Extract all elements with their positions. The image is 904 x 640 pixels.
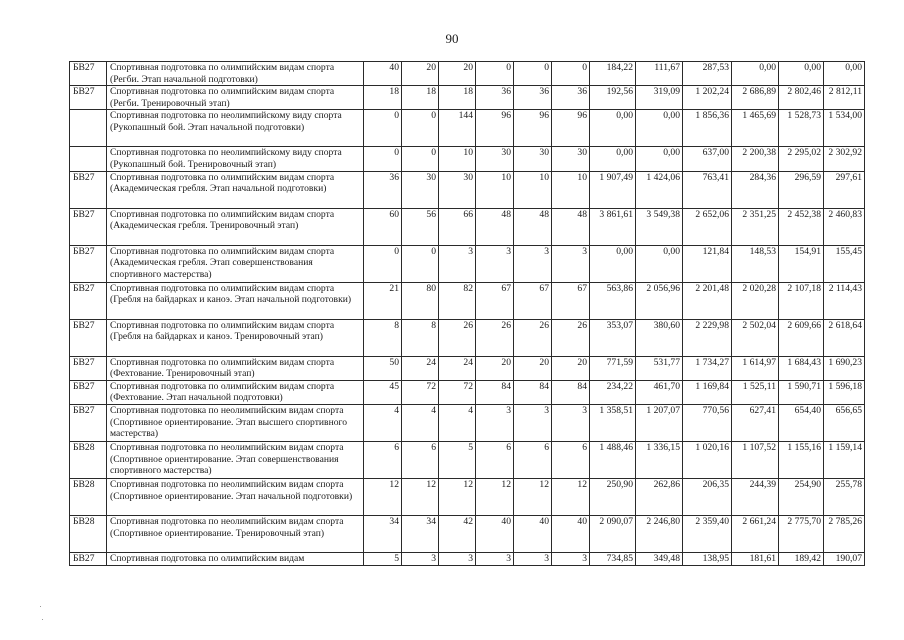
cost-cell: 3 861,61: [590, 208, 636, 245]
volume-cell: 5: [364, 552, 402, 565]
cost-cell: 1 358,51: [590, 404, 636, 441]
volume-cell: 12: [439, 478, 476, 515]
cost-cell: 121,84: [683, 245, 732, 282]
volume-cell: 4: [439, 404, 476, 441]
service-code-cell: БВ27: [70, 356, 107, 380]
cost-cell: 770,56: [683, 404, 732, 441]
table-row: [70, 380, 865, 404]
cost-cell: 2 246,80: [636, 515, 683, 552]
volume-cell: 26: [439, 319, 476, 356]
volume-cell: 84: [476, 380, 514, 404]
cost-cell: 2 812,11: [824, 86, 865, 110]
volume-cell: 82: [439, 282, 476, 319]
cost-cell: 155,45: [824, 245, 865, 282]
cost-cell: 0,00: [590, 147, 636, 171]
volume-cell: 20: [402, 62, 439, 86]
cost-cell: 1 169,84: [683, 380, 732, 404]
cost-cell: 234,22: [590, 380, 636, 404]
volume-cell: 3: [552, 552, 590, 565]
volume-cell: 18: [402, 86, 439, 110]
volume-cell: 3: [476, 552, 514, 565]
volume-cell: 3: [552, 245, 590, 282]
volume-cell: 3: [476, 404, 514, 441]
volume-cell: 0: [402, 110, 439, 147]
volume-cell: 3: [514, 404, 552, 441]
volume-cell: 6: [402, 441, 439, 478]
volume-cell: 48: [552, 208, 590, 245]
cost-cell: 461,70: [636, 380, 683, 404]
volume-cell: 8: [402, 319, 439, 356]
cost-cell: 0,00: [590, 110, 636, 147]
cost-cell: 1 020,16: [683, 441, 732, 478]
volume-cell: 144: [439, 110, 476, 147]
cost-cell: 2 201,48: [683, 282, 732, 319]
cost-cell: 2 775,70: [779, 515, 824, 552]
volume-cell: 60: [364, 208, 402, 245]
service-description-cell: Спортивная подготовка по олимпийским видам спорта (Академическая гребля. Тренировочный этап): [107, 208, 364, 245]
volume-cell: 0: [514, 62, 552, 86]
cost-cell: 255,78: [824, 478, 865, 515]
cost-cell: 1 202,24: [683, 86, 732, 110]
volume-cell: 56: [402, 208, 439, 245]
cost-cell: 138,95: [683, 552, 732, 565]
cost-cell: 2 661,24: [732, 515, 779, 552]
volume-cell: 48: [514, 208, 552, 245]
table-row: [70, 282, 865, 319]
cost-cell: 250,90: [590, 478, 636, 515]
volume-cell: 34: [402, 515, 439, 552]
cost-cell: 2 090,07: [590, 515, 636, 552]
volume-cell: 84: [514, 380, 552, 404]
service-code-cell: БВ27: [70, 62, 107, 86]
service-code-cell: БВ28: [70, 441, 107, 478]
cost-cell: 2 351,25: [732, 208, 779, 245]
page-number: 90: [445, 31, 459, 46]
volume-cell: 0: [402, 245, 439, 282]
volume-cell: 20: [476, 356, 514, 380]
service-code-cell: БВ27: [70, 282, 107, 319]
volume-cell: 40: [364, 62, 402, 86]
cost-cell: 349,48: [636, 552, 683, 565]
volume-cell: 3: [552, 404, 590, 441]
cost-cell: 771,59: [590, 356, 636, 380]
cost-cell: 189,42: [779, 552, 824, 565]
volume-cell: 12: [364, 478, 402, 515]
service-code-cell: БВ27: [70, 552, 107, 565]
volume-cell: 20: [514, 356, 552, 380]
cost-cell: 2 056,96: [636, 282, 683, 319]
cost-cell: 531,77: [636, 356, 683, 380]
volume-cell: 0: [552, 62, 590, 86]
cost-cell: 287,53: [683, 62, 732, 86]
service-description-cell: Спортивная подготовка по олимпийским видам спорта (Гребля на байдарках и каноэ. Этап начальной подготовки): [107, 282, 364, 319]
volume-cell: 26: [514, 319, 552, 356]
volume-cell: 96: [476, 110, 514, 147]
cost-cell: 734,85: [590, 552, 636, 565]
cost-cell: 244,39: [732, 478, 779, 515]
volume-cell: 8: [364, 319, 402, 356]
volume-cell: 4: [402, 404, 439, 441]
scan-speck: [40, 606, 41, 607]
cost-cell: 190,07: [824, 552, 865, 565]
volume-cell: 10: [552, 171, 590, 208]
cost-cell: 2 359,40: [683, 515, 732, 552]
cost-cell: 1 465,69: [732, 110, 779, 147]
volume-cell: 30: [439, 171, 476, 208]
volume-cell: 3: [402, 552, 439, 565]
service-description-cell: Спортивная подготовка по олимпийским видам спорта (Регби. Этап начальной подготовки): [107, 62, 364, 86]
cost-cell: 1 684,43: [779, 356, 824, 380]
cost-cell: 1 528,73: [779, 110, 824, 147]
services-table: [69, 61, 865, 566]
volume-cell: 30: [514, 147, 552, 171]
volume-cell: 42: [439, 515, 476, 552]
table-row: [70, 404, 865, 441]
volume-cell: 40: [552, 515, 590, 552]
volume-cell: 67: [552, 282, 590, 319]
cost-cell: 2 200,38: [732, 147, 779, 171]
cost-cell: 1 534,00: [824, 110, 865, 147]
volume-cell: 18: [364, 86, 402, 110]
cost-cell: 2 785,26: [824, 515, 865, 552]
cost-cell: 0,00: [732, 62, 779, 86]
volume-cell: 84: [552, 380, 590, 404]
cost-cell: 1 488,46: [590, 441, 636, 478]
table-row: [70, 171, 865, 208]
cost-cell: 2 686,89: [732, 86, 779, 110]
volume-cell: 3: [514, 245, 552, 282]
table-row: [70, 441, 865, 478]
volume-cell: 26: [552, 319, 590, 356]
service-code-cell: БВ28: [70, 515, 107, 552]
service-code-cell: БВ27: [70, 86, 107, 110]
service-code-cell: [70, 110, 107, 147]
cost-cell: 206,35: [683, 478, 732, 515]
cost-cell: 2 302,92: [824, 147, 865, 171]
service-description-cell: Спортивная подготовка по олимпийским видам спорта (Фехтование. Тренировочный этап): [107, 356, 364, 380]
table-row: [70, 245, 865, 282]
volume-cell: 30: [476, 147, 514, 171]
volume-cell: 24: [402, 356, 439, 380]
cost-cell: 637,00: [683, 147, 732, 171]
cost-cell: 2 114,43: [824, 282, 865, 319]
service-code-cell: БВ27: [70, 171, 107, 208]
volume-cell: 3: [439, 245, 476, 282]
cost-cell: 0,00: [779, 62, 824, 86]
cost-cell: 656,65: [824, 404, 865, 441]
service-description-cell: Спортивная подготовка по неолимпийским видам спорта (Спортивное ориентирование. Этап начальной подготовки): [107, 478, 364, 515]
service-description-cell: Спортивная подготовка по неолимпийским видам спорта (Спортивное ориентирование. Этап совершенствования спортивного мастерства): [107, 441, 364, 478]
volume-cell: 50: [364, 356, 402, 380]
cost-cell: 284,36: [732, 171, 779, 208]
volume-cell: 6: [476, 441, 514, 478]
volume-cell: 80: [402, 282, 439, 319]
table-row: [70, 62, 865, 86]
volume-cell: 67: [514, 282, 552, 319]
cost-cell: 1 734,27: [683, 356, 732, 380]
volume-cell: 6: [514, 441, 552, 478]
cost-cell: 1 525,11: [732, 380, 779, 404]
volume-cell: 34: [364, 515, 402, 552]
service-description-cell: Спортивная подготовка по неолимпийскому виду спорта (Рукопашный бой. Тренировочный этап): [107, 147, 364, 171]
cost-cell: 1 207,07: [636, 404, 683, 441]
cost-cell: 148,53: [732, 245, 779, 282]
service-description-cell: Спортивная подготовка по неолимпийскому виду спорта (Рукопашный бой. Этап начальной подготовки): [107, 110, 364, 147]
table-body: [70, 62, 865, 566]
cost-cell: 1 614,97: [732, 356, 779, 380]
service-description-cell: Спортивная подготовка по неолимпийским видам спорта (Спортивное ориентирование. Тренировочный этап): [107, 515, 364, 552]
volume-cell: 67: [476, 282, 514, 319]
volume-cell: 0: [402, 147, 439, 171]
volume-cell: 10: [439, 147, 476, 171]
cost-cell: 2 618,64: [824, 319, 865, 356]
scan-speck: [42, 619, 43, 620]
cost-cell: 763,41: [683, 171, 732, 208]
volume-cell: 96: [514, 110, 552, 147]
volume-cell: 18: [439, 86, 476, 110]
cost-cell: 2 652,06: [683, 208, 732, 245]
cost-cell: 2 502,04: [732, 319, 779, 356]
cost-cell: 1 155,16: [779, 441, 824, 478]
cost-cell: 0,00: [636, 245, 683, 282]
volume-cell: 12: [552, 478, 590, 515]
volume-cell: 36: [552, 86, 590, 110]
volume-cell: 36: [514, 86, 552, 110]
cost-cell: 319,09: [636, 86, 683, 110]
cost-cell: 2 107,18: [779, 282, 824, 319]
cost-cell: 2 802,46: [779, 86, 824, 110]
service-code-cell: [70, 147, 107, 171]
cost-cell: 1 856,36: [683, 110, 732, 147]
volume-cell: 20: [439, 62, 476, 86]
volume-cell: 21: [364, 282, 402, 319]
volume-cell: 96: [552, 110, 590, 147]
cost-cell: 2 229,98: [683, 319, 732, 356]
volume-cell: 6: [364, 441, 402, 478]
cost-cell: 184,22: [590, 62, 636, 86]
cost-cell: 353,07: [590, 319, 636, 356]
cost-cell: 654,40: [779, 404, 824, 441]
volume-cell: 24: [439, 356, 476, 380]
volume-cell: 5: [439, 441, 476, 478]
cost-cell: 1 336,15: [636, 441, 683, 478]
table-row: [70, 319, 865, 356]
volume-cell: 6: [552, 441, 590, 478]
cost-cell: 1 590,71: [779, 380, 824, 404]
cost-cell: 2 452,38: [779, 208, 824, 245]
cost-cell: 0,00: [824, 62, 865, 86]
service-description-cell: Спортивная подготовка по олимпийским видам: [107, 552, 364, 565]
service-description-cell: Спортивная подготовка по олимпийским видам спорта (Академическая гребля. Этап начальной подготовки): [107, 171, 364, 208]
volume-cell: 3: [439, 552, 476, 565]
volume-cell: 10: [476, 171, 514, 208]
volume-cell: 12: [476, 478, 514, 515]
table-row: [70, 478, 865, 515]
cost-cell: 2 460,83: [824, 208, 865, 245]
volume-cell: 72: [439, 380, 476, 404]
volume-cell: 45: [364, 380, 402, 404]
service-code-cell: БВ27: [70, 404, 107, 441]
volume-cell: 72: [402, 380, 439, 404]
cost-cell: 627,41: [732, 404, 779, 441]
service-code-cell: БВ27: [70, 380, 107, 404]
volume-cell: 36: [364, 171, 402, 208]
service-description-cell: Спортивная подготовка по неолимпийским видам спорта (Спортивное ориентирование. Этап высшего спортивного мастерства): [107, 404, 364, 441]
cost-cell: 254,90: [779, 478, 824, 515]
cost-cell: 1 159,14: [824, 441, 865, 478]
cost-cell: 1 424,06: [636, 171, 683, 208]
volume-cell: 66: [439, 208, 476, 245]
table-row: [70, 356, 865, 380]
volume-cell: 3: [476, 245, 514, 282]
service-code-cell: БВ28: [70, 478, 107, 515]
cost-cell: 192,56: [590, 86, 636, 110]
service-description-cell: Спортивная подготовка по олимпийским видам спорта (Гребля на байдарках и каноэ. Тренировочный этап): [107, 319, 364, 356]
service-code-cell: БВ27: [70, 245, 107, 282]
cost-cell: 1 596,18: [824, 380, 865, 404]
volume-cell: 0: [364, 245, 402, 282]
service-code-cell: БВ27: [70, 208, 107, 245]
cost-cell: 2 295,02: [779, 147, 824, 171]
volume-cell: 12: [514, 478, 552, 515]
cost-cell: 1 107,52: [732, 441, 779, 478]
cost-cell: 380,60: [636, 319, 683, 356]
volume-cell: 0: [364, 110, 402, 147]
cost-cell: 262,86: [636, 478, 683, 515]
service-description-cell: Спортивная подготовка по олимпийским видам спорта (Академическая гребля. Этап совершенствования спортивного мастерства): [107, 245, 364, 282]
cost-cell: 2 609,66: [779, 319, 824, 356]
service-description-cell: Спортивная подготовка по олимпийским видам спорта (Регби. Тренировочный этап): [107, 86, 364, 110]
volume-cell: 30: [552, 147, 590, 171]
service-code-cell: БВ27: [70, 319, 107, 356]
table-row: [70, 552, 865, 565]
volume-cell: 20: [552, 356, 590, 380]
volume-cell: 36: [476, 86, 514, 110]
cost-cell: 3 549,38: [636, 208, 683, 245]
table-row: [70, 86, 865, 110]
cost-cell: 297,61: [824, 171, 865, 208]
volume-cell: 40: [514, 515, 552, 552]
cost-cell: 111,67: [636, 62, 683, 86]
cost-cell: 2 020,28: [732, 282, 779, 319]
table-row: [70, 147, 865, 171]
service-description-cell: Спортивная подготовка по олимпийским видам спорта (Фехтование. Этап начальной подготовки): [107, 380, 364, 404]
volume-cell: 48: [476, 208, 514, 245]
table-row: [70, 515, 865, 552]
volume-cell: 0: [476, 62, 514, 86]
volume-cell: 26: [476, 319, 514, 356]
volume-cell: 10: [514, 171, 552, 208]
table-row: [70, 110, 865, 147]
volume-cell: 12: [402, 478, 439, 515]
volume-cell: 3: [514, 552, 552, 565]
volume-cell: 30: [402, 171, 439, 208]
cost-cell: 1 907,49: [590, 171, 636, 208]
volume-cell: 4: [364, 404, 402, 441]
cost-cell: 563,86: [590, 282, 636, 319]
cost-cell: 1 690,23: [824, 356, 865, 380]
cost-cell: 181,61: [732, 552, 779, 565]
cost-cell: 296,59: [779, 171, 824, 208]
cost-cell: 0,00: [590, 245, 636, 282]
table-row: [70, 208, 865, 245]
cost-cell: 154,91: [779, 245, 824, 282]
cost-cell: 0,00: [636, 110, 683, 147]
volume-cell: 40: [476, 515, 514, 552]
volume-cell: 0: [364, 147, 402, 171]
cost-cell: 0,00: [636, 147, 683, 171]
